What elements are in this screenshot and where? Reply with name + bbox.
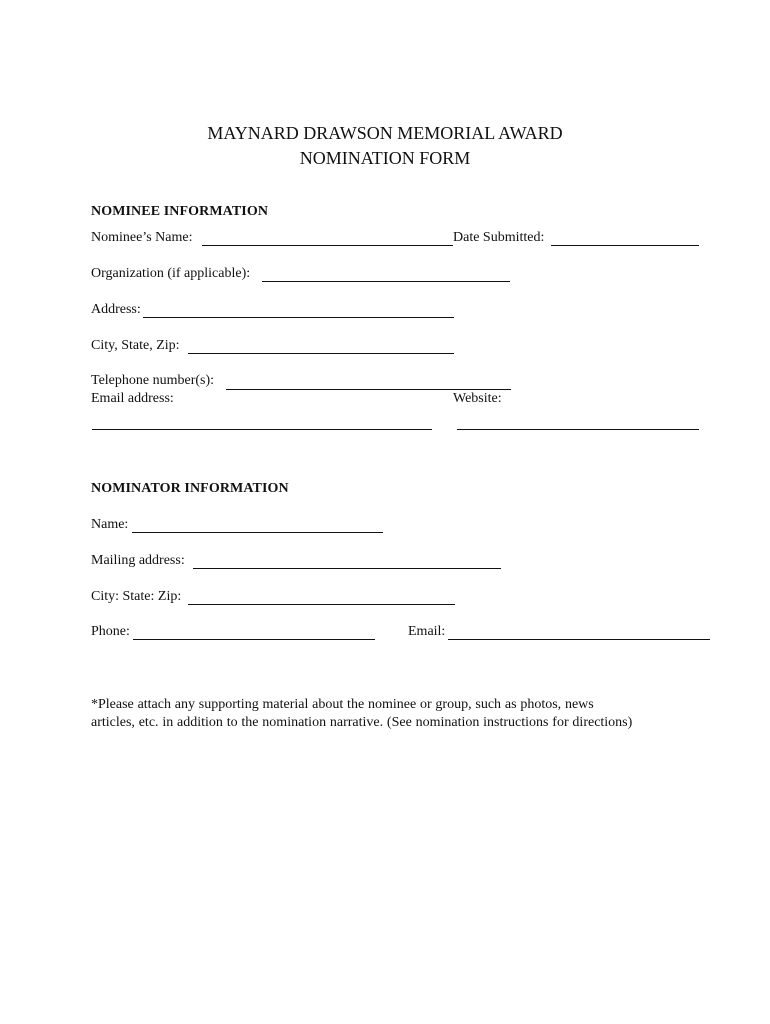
telephone-label: Telephone number(s): bbox=[91, 373, 215, 388]
organization-label: Organization (if applicable): bbox=[91, 266, 251, 281]
form-title-line1: MAYNARD DRAWSON MEMORIAL AWARD bbox=[207, 123, 563, 143]
nominator-name-label: Name: bbox=[91, 517, 129, 532]
nominator-email-field[interactable] bbox=[448, 639, 710, 640]
nominee-address-label: Address: bbox=[91, 302, 141, 317]
website-field[interactable] bbox=[457, 429, 699, 430]
nominee-email-field[interactable] bbox=[92, 429, 432, 430]
date-submitted-field[interactable] bbox=[551, 245, 699, 246]
nominator-section-heading: NOMINATOR INFORMATION bbox=[91, 481, 289, 496]
note-line-1: *Please attach any supporting material about the nominee or group, such as photos, news bbox=[91, 697, 594, 712]
nominee-name-field[interactable] bbox=[202, 245, 453, 246]
nominee-name-label: Nominee’s Name: bbox=[91, 230, 193, 245]
telephone-field[interactable] bbox=[226, 389, 511, 390]
phone-label: Phone: bbox=[91, 624, 130, 639]
nominator-city-state-zip-label: City: State: Zip: bbox=[91, 589, 182, 604]
nominee-city-state-zip-field[interactable] bbox=[188, 353, 454, 354]
website-label: Website: bbox=[453, 391, 502, 406]
note-line-2: articles, etc. in addition to the nomination narrative. (See nomination instructions for directions) bbox=[91, 715, 633, 730]
nominee-email-label: Email address: bbox=[91, 391, 174, 406]
nominee-city-state-zip-label: City, State, Zip: bbox=[91, 338, 180, 353]
date-submitted-label: Date Submitted: bbox=[453, 230, 545, 245]
mailing-address-field[interactable] bbox=[193, 568, 501, 569]
organization-field[interactable] bbox=[262, 281, 510, 282]
nominee-section-heading: NOMINEE INFORMATION bbox=[91, 204, 269, 219]
nominator-city-state-zip-field[interactable] bbox=[188, 604, 455, 605]
mailing-address-label: Mailing address: bbox=[91, 553, 185, 568]
nominee-address-field[interactable] bbox=[143, 317, 454, 318]
nominator-email-label: Email: bbox=[408, 624, 446, 639]
nominator-name-field[interactable] bbox=[132, 532, 383, 533]
form-title-line2: NOMINATION FORM bbox=[299, 148, 471, 168]
phone-field[interactable] bbox=[133, 639, 375, 640]
supporting-material-note bbox=[91, 696, 711, 732]
